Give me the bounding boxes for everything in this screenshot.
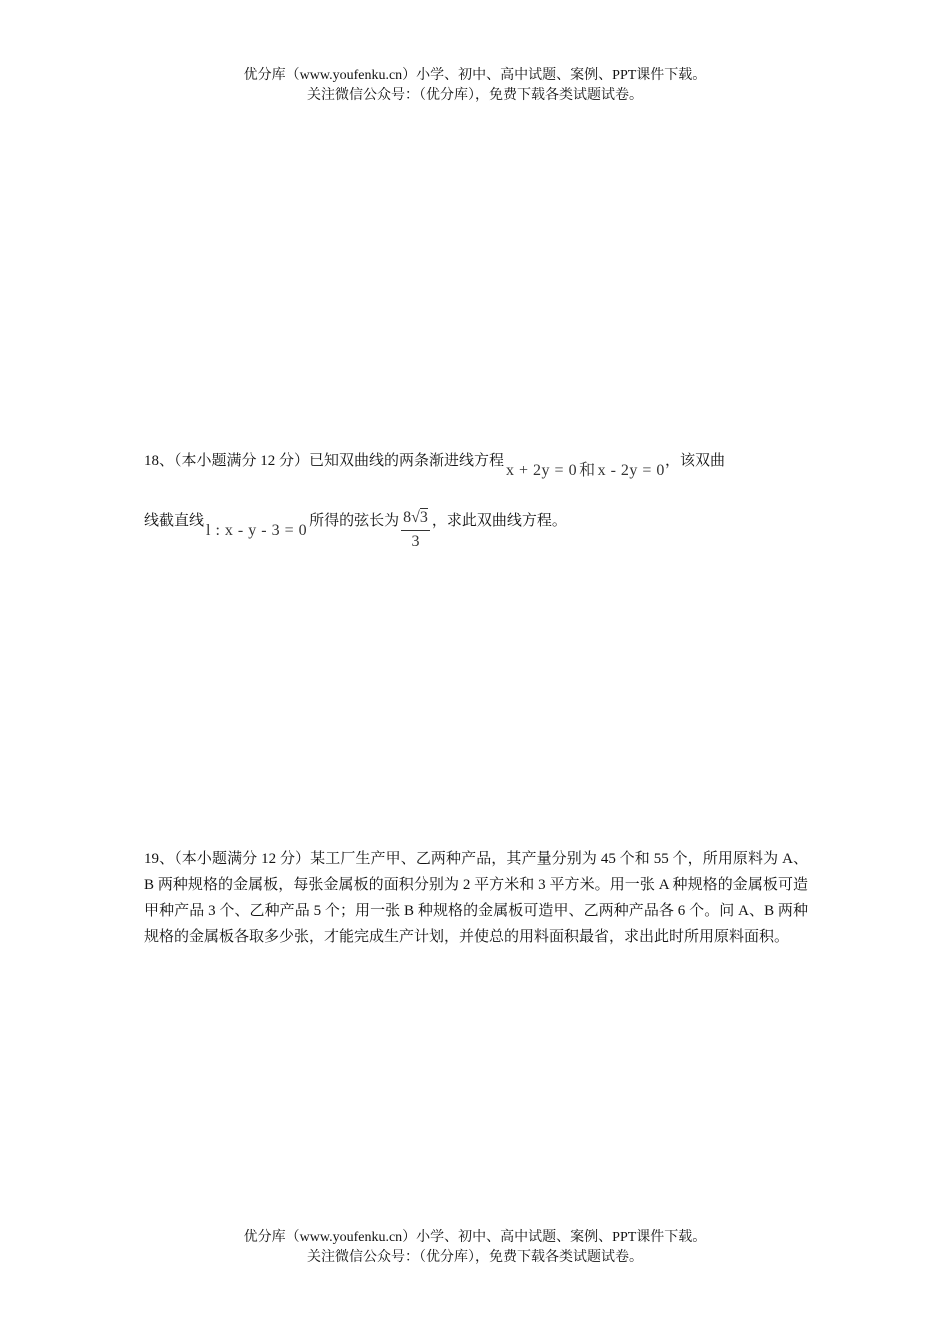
line-equation: l : x - y - 3 = 0 bbox=[206, 522, 308, 539]
question-19 bbox=[144, 846, 808, 950]
numerator-radicand: 3 bbox=[419, 509, 428, 526]
footer-line-1: 优分库（www.youfenku.cn）小学、初中、高中试题、案例、PPT课件下载。 bbox=[243, 1230, 707, 1245]
question-18-mid: 所得的弦长为 bbox=[309, 513, 400, 529]
numerator-coefficient: 8 bbox=[403, 509, 412, 526]
fraction-denominator: 3 bbox=[411, 533, 420, 550]
asymptote-equation-2: x - 2y = 0 bbox=[597, 462, 665, 479]
question-18-line-2 bbox=[144, 508, 808, 568]
sqrt-icon: √ bbox=[411, 509, 420, 526]
fraction-numerator bbox=[401, 506, 430, 531]
question-18-line-1 bbox=[144, 448, 808, 488]
page-footer bbox=[0, 1228, 950, 1268]
footer-line-2: 关注微信公众号：（优分库），免费下载各类试题试卷。 bbox=[307, 1250, 643, 1265]
question-18-tail-2: ，求此双曲线方程。 bbox=[431, 513, 567, 529]
header-line-1: 优分库（www.youfenku.cn）小学、初中、高中试题、案例、PPT课件下载。 bbox=[243, 68, 707, 83]
asymptote-equation-1: x + 2y = 0 bbox=[506, 462, 578, 479]
chord-length-fraction bbox=[401, 506, 430, 553]
question-18-line2-start: 线截直线 bbox=[144, 513, 205, 529]
header-line-2: 关注微信公众号：（优分库），免费下载各类试题试卷。 bbox=[307, 88, 643, 103]
conjunction-and: 和 bbox=[579, 462, 596, 479]
question-18-tail-1: ，该双曲 bbox=[664, 453, 725, 469]
question-18 bbox=[144, 448, 808, 568]
page-header bbox=[0, 66, 950, 106]
question-18-prefix: 18、（本小题满分 12 分）已知双曲线的两条渐进线方程 bbox=[144, 453, 505, 469]
question-19-text: 19、（本小题满分 12 分）某工厂生产甲、乙两种产品，其产量分别为 45 个和 55 个，所用原料为 A、B 两种规格的金属板，每张金属板的面积分别为 2 平方米和 3 平方米。用一张 A 种规格的金属板可造甲种产品 3 个、乙种产品 5 个；用一张 B 种规格的金属板可造甲、乙两种产品各 6 个。问 A、B 两种规格的金属板各取多少张，才能完成生产计划，并使总的用料面积最省，求出此时所用原料面积。 bbox=[144, 851, 808, 945]
